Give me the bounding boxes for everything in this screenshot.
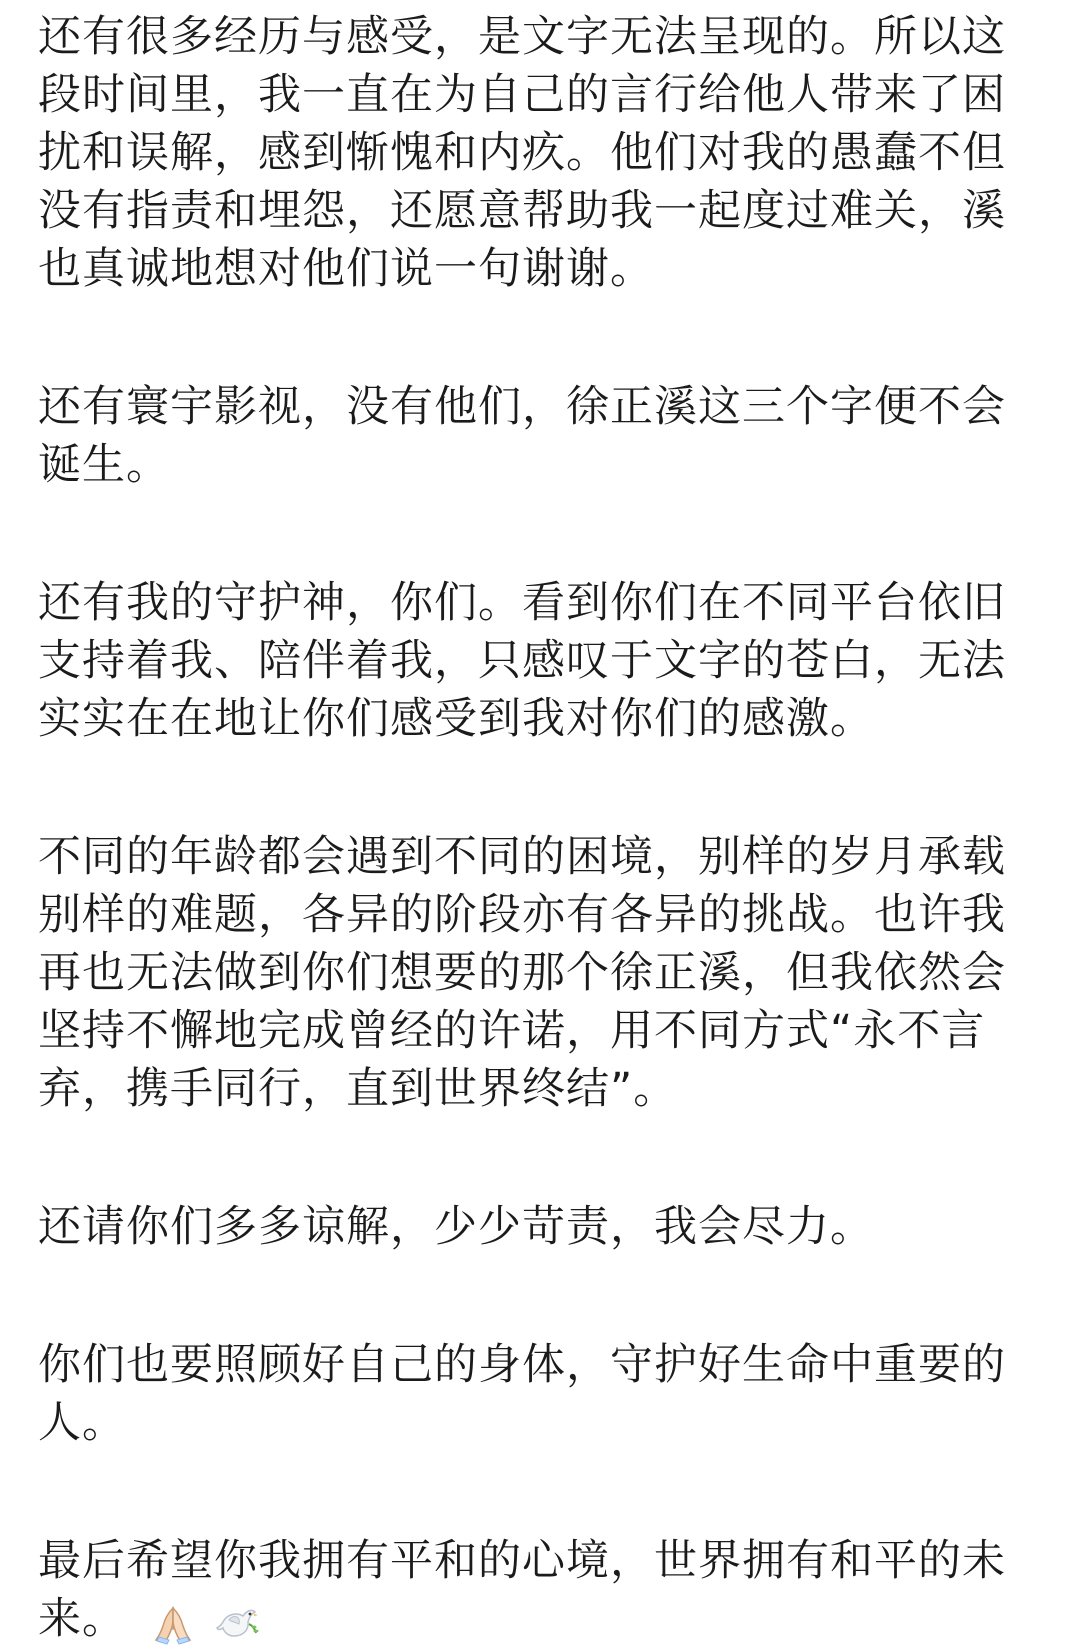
paragraph-gap: [38, 1256, 1040, 1336]
paragraph-6: [38, 1336, 1018, 1452]
text-line-last: [38, 1590, 1018, 1648]
text-line: 没有指责和埋怨，还愿意帮助我一起度过难关，溪: [38, 186, 1006, 236]
paragraph-7: [38, 1532, 1018, 1648]
paragraph-1: [38, 8, 1018, 298]
text-line: 还有很多经历与感受，是文字无法呈现的。所以这: [38, 12, 1006, 62]
paragraph-gap: [38, 748, 1040, 828]
text-line: 支持着我、陪伴着我，只感叹于文字的苍白，无法: [38, 636, 1006, 686]
text-line: 实实在在地让你们感受到我对你们的感激。: [38, 694, 874, 744]
paragraph-gap: [38, 1118, 1040, 1198]
paragraph-2: [38, 378, 1018, 494]
paragraph-5: [38, 1198, 1018, 1256]
text-fragment: 来。: [38, 1594, 126, 1644]
text-line: 还请你们多多谅解，少少苛责，我会尽力。: [38, 1202, 874, 1252]
text-line: 坚持不懈地完成曾经的许诺，用不同方式“永不言: [38, 1006, 986, 1056]
paragraph-4: [38, 828, 1018, 1118]
paragraph-gap: [38, 298, 1040, 378]
text-line: 人。: [38, 1398, 126, 1448]
text-line: 弃，携手同行，直到世界终结”。: [38, 1064, 678, 1114]
text-line: 扰和误解，感到惭愧和内疚。他们对我的愚蠢不但: [38, 128, 1006, 178]
folded-hands-icon: [151, 1602, 195, 1646]
paragraph-gap: [38, 1452, 1040, 1532]
text-line: 还有寰宇影视，没有他们，徐正溪这三个字便不会: [38, 382, 1006, 432]
text-line: 还有我的守护神，你们。看到你们在不同平台依旧: [38, 578, 1006, 628]
text-line: 再也无法做到你们想要的那个徐正溪，但我依然会: [38, 948, 1006, 998]
emoji-group: [151, 1593, 266, 1651]
text-line: 段时间里，我一直在为自己的言行给他人带来了困: [38, 70, 1006, 120]
paragraph-gap: [38, 494, 1040, 574]
text-line: 诞生。: [38, 440, 170, 490]
paragraph-3: [38, 574, 1018, 748]
text-line: 你们也要照顾好自己的身体，守护好生命中重要的: [38, 1340, 1006, 1390]
text-line: 也真诚地想对他们说一句谢谢。: [38, 244, 654, 294]
text-line: 别样的难题，各异的阶段亦有各异的挑战。也许我: [38, 890, 1006, 940]
text-line: 不同的年龄都会遇到不同的困境，别样的岁月承载: [38, 832, 1006, 882]
dove-icon: [215, 1602, 259, 1646]
text-line: 最后希望你我拥有平和的心境，世界拥有和平的未: [38, 1536, 1006, 1586]
